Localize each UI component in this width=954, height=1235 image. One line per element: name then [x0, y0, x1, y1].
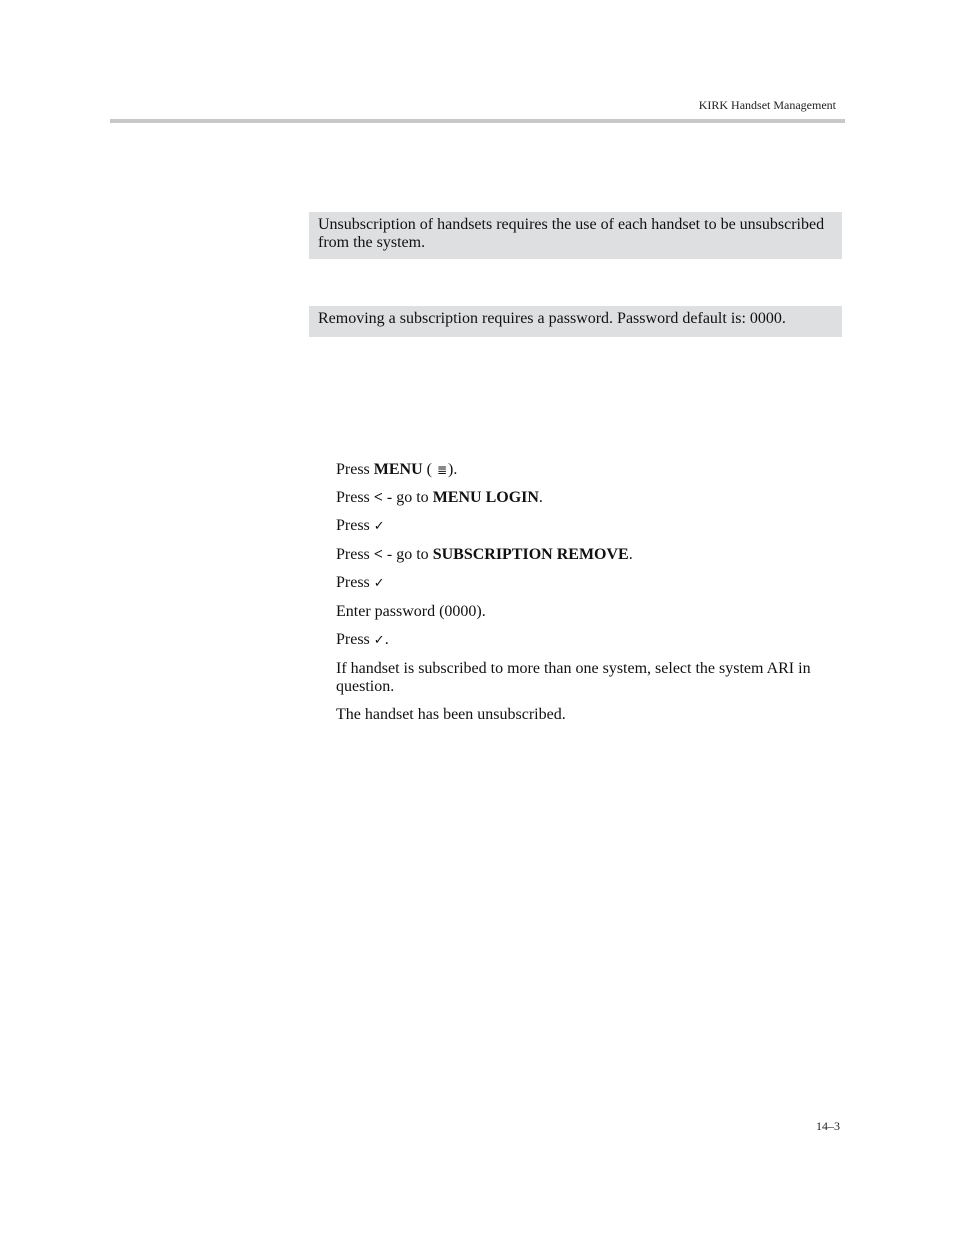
- note-box-password: Removing a subscription requires a password. Password default is: 0000.: [309, 306, 842, 337]
- header-rule: [110, 119, 845, 123]
- step-5: Press ✓: [336, 574, 385, 591]
- step-3: Press ✓: [336, 517, 385, 534]
- menu-login-label: MENU LOGIN: [432, 489, 539, 506]
- checkmark-icon: ✓: [373, 519, 385, 534]
- step-7: Press ✓.: [336, 631, 389, 648]
- menu-icon: ≣: [436, 463, 448, 477]
- menu-key-label: MENU: [373, 461, 423, 478]
- subscription-remove-label: SUBSCRIPTION REMOVE: [432, 546, 629, 563]
- procedure-steps: [336, 461, 846, 734]
- step-9: The handset has been unsubscribed.: [336, 706, 566, 723]
- step-6: Enter password (0000).: [336, 603, 486, 620]
- left-key-label: <: [373, 546, 383, 563]
- running-header: KIRK Handset Management: [698, 98, 836, 112]
- page-number: 14–3: [816, 1119, 840, 1133]
- step-2: Press < - go to MENU LOGIN.: [336, 489, 543, 506]
- note-box-unsubscription: Unsubscription of handsets requires the use of each handset to be unsubscribed from the system.: [309, 212, 842, 259]
- checkmark-icon: ✓: [373, 633, 385, 648]
- left-key-label: <: [373, 489, 383, 506]
- step-8: If handset is subscribed to more than one system, select the system ARI in question.: [336, 660, 811, 695]
- checkmark-icon: ✓: [373, 576, 385, 591]
- step-4: Press < - go to SUBSCRIPTION REMOVE.: [336, 546, 633, 563]
- step-1: Press MENU ( ≣).: [336, 461, 458, 478]
